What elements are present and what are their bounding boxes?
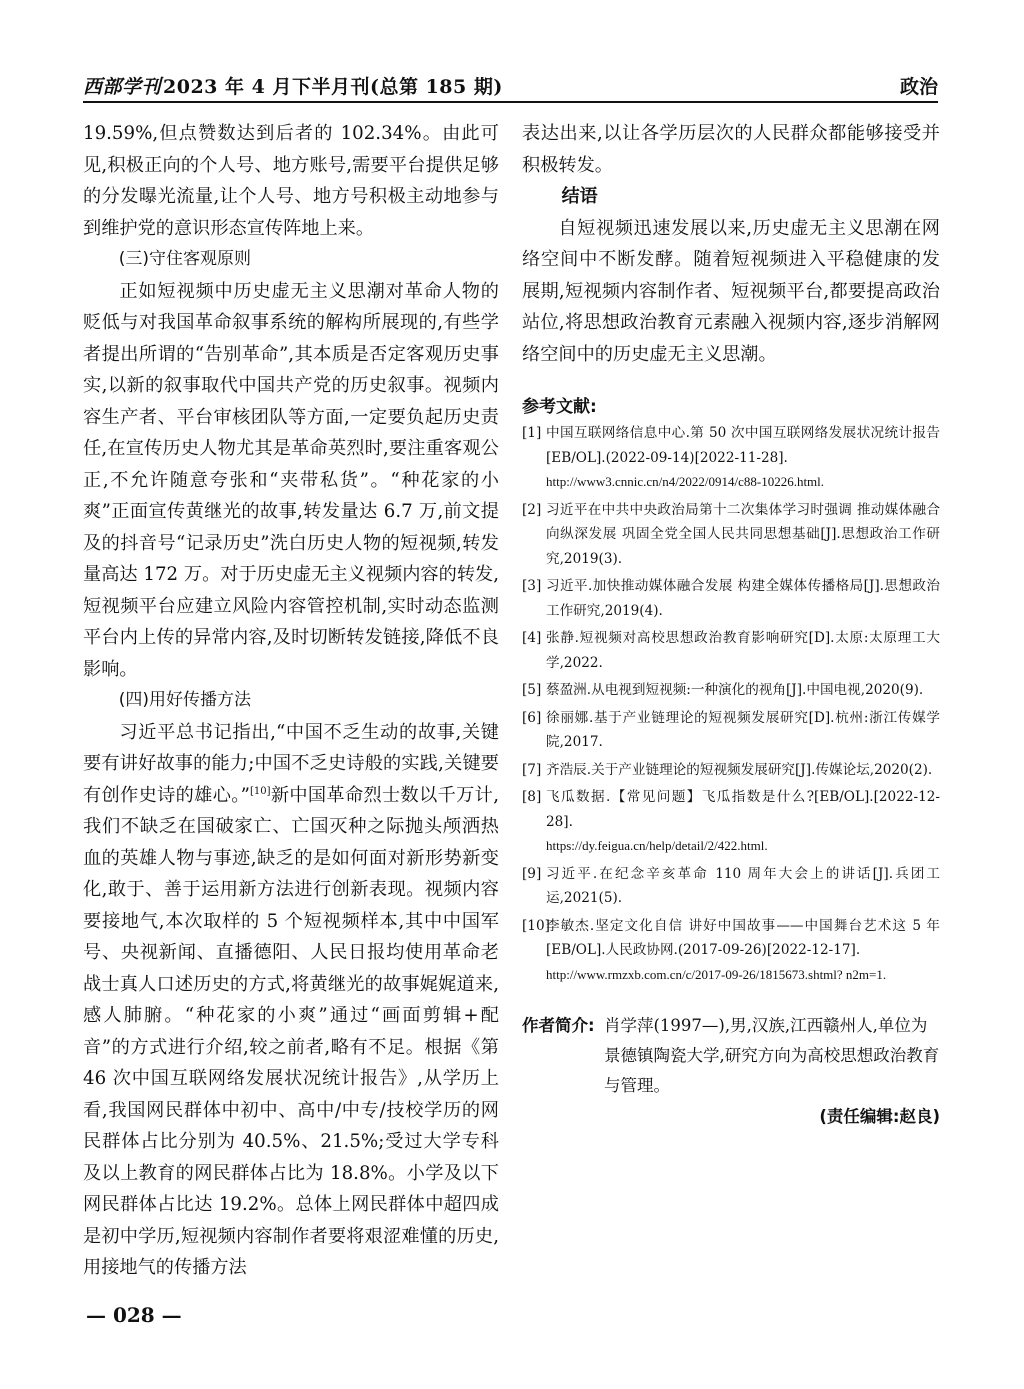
reference-item xyxy=(522,498,940,572)
reference-text: 飞瓜数据.【常见问题】飞瓜指数是什么?[EB/OL].[2022-12-28]. xyxy=(546,789,940,830)
reference-number: [4] xyxy=(522,630,542,646)
reference-list xyxy=(522,421,940,987)
reference-number: [9] xyxy=(522,865,542,882)
right-column xyxy=(522,118,940,1127)
reference-url: http://www.rmzxb.com.cn/c/2017-09-26/1815673.shtml? n2m=1. xyxy=(546,966,887,982)
reference-item xyxy=(522,421,940,495)
section-heading: (四)用好传播方法 xyxy=(118,690,251,710)
reference-item xyxy=(522,862,940,911)
paragraph-text: 习近平总书记指出,“中国不乏生动的故事,关键要有讲好故事的能力;中国不乏史诗般的实践,关键要有创作史诗的雄心。” xyxy=(83,721,499,806)
reference-text: 中国互联网络信息中心.第 50 次中国互联网络发展状况统计报告[EB/OL].(2022-09-14)[2022-11-28]. xyxy=(546,425,940,466)
reference-number: [10] xyxy=(522,917,550,934)
left-column xyxy=(83,118,499,1284)
reference-number: [2] xyxy=(522,501,542,518)
section-label: 政治 xyxy=(899,76,938,98)
reference-item xyxy=(522,758,940,783)
reference-item xyxy=(522,678,940,703)
author-label: 作者简介: xyxy=(522,1016,595,1035)
reference-item xyxy=(522,785,940,859)
reference-text: 徐丽娜.基于产业链理论的短视频发展研究[D].杭州:浙江传媒学院,2017. xyxy=(546,709,940,750)
reference-text: 李敏杰.坚定文化自信 讲好中国故事——中国舞台艺术这 5 年[EB/OL].人民政协网.(2017-09-26)[2022-12-17]. xyxy=(546,917,940,958)
paragraph: 19.59%,但点赞数达到后者的 102.34%。由此可见,积极正向的个人号、地方账号,需要平台提供足够的分发曝光流量,让个人号、地方号积极主动地参与到维护党的意识形态宣传阵地上来。 xyxy=(83,123,499,239)
issue-info: 2023 年 4 月下半月刊(总第 185 期) xyxy=(163,76,503,98)
reference-number: [6] xyxy=(522,709,542,726)
reference-item xyxy=(522,914,940,988)
references-heading: 参考文献: xyxy=(522,397,597,417)
paragraph xyxy=(83,717,499,1284)
section-heading: (三)守住客观原则 xyxy=(118,249,251,269)
header-rule xyxy=(83,101,938,103)
page-number: — 028 — xyxy=(86,1303,182,1327)
paragraph: 表达出来,以让各学历层次的人民群众都能够接受并积极转发。 xyxy=(522,123,940,176)
citation-mark: [10] xyxy=(249,785,271,797)
reference-url: https://dy.feigua.cn/help/detail/2/422.html. xyxy=(546,838,768,853)
reference-number: [1] xyxy=(522,425,542,441)
reference-text: 习近平.在纪念辛亥革命 110 周年大会上的讲话[J].兵团工运,2021(5). xyxy=(546,865,940,906)
paragraph-text: 新中国革命烈士数以千万计,我们不缺乏在国破家亡、亡国灭种之际抛头颅洒热血的英雄人物与事迹,缺乏的是如何面对新形势新变化,敢于、善于运用新方法进行创新表现。视频内容要接地气,本次取样的 5 个短视频样本,其中中国军号、央视新闻、直播德阳、人民日报均使用革命老战士真人口述历史的方式,将黄继光的故事娓娓道来,感人肺腑。“种花家的小爽”通过“画面剪辑+配音”的方式进行介绍,较之前者,略有不足。根据《第 46 次中国互联网络发展状况统计报告》,从学历上看,我国网民群体中初中、高中/中专/技校学历的网民群体占比分别为 40.5%、21.5%;受过大学专科及以上教育的网民群体占比为 18.8%。小学及以下网民群体占比达 19.2%。总体上网民群体中超四成是初中学历,短视频内容制作者要将艰涩难懂的历史,用接地气的传播方法 xyxy=(83,784,499,1278)
journal-issue xyxy=(83,72,503,99)
reference-text: 习近平在中共中央政治局第十二次集体学习时强调 推动媒体融合向纵深发展 巩固全党全国人民共同思想基础[J].思想政治工作研究,2019(3). xyxy=(546,501,940,567)
conclusion-heading: 结语 xyxy=(561,186,598,207)
reference-text: 习近平.加快推动媒体融合发展 构建全媒体传播格局[J].思想政治工作研究,2019(4). xyxy=(546,578,940,619)
editor-note: (责任编辑:赵良) xyxy=(819,1107,940,1126)
journal-logo: 西部学刊 xyxy=(83,76,162,98)
reference-number: [5] xyxy=(522,682,542,698)
reference-item xyxy=(522,706,940,755)
reference-url: http://www3.cnnic.cn/n4/2022/0914/c88-10226.html. xyxy=(546,474,825,489)
reference-text: 张静.短视频对高校思想政治教育影响研究[D].太原:太原理工大学,2022. xyxy=(546,630,940,671)
paragraph: 正如短视频中历史虚无主义思潮对革命人物的贬低与对我国革命叙事系统的解构所展现的,有些学者提出所谓的“告别革命”,其本质是否定客观历史事实,以新的叙事取代中国共产党的历史叙事。视频内容生产者、平台审核团队等方面,一定要负起历史责任,在宣传历史人物尤其是革命英烈时,要注重客观公正,不允许随意夸张和“夹带私货”。“种花家的小爽”正面宣传黄继光的故事,转发量达 6.7 万,前文提及的抖音号“记录历史”洗白历史人物的短视频,转发量高达 172 万。对于历史虚无主义视频内容的转发,短视频平台应建立风险内容管控机制,实时动态监测平台内上传的异常内容,及时切断转发链接,降低不良影响。 xyxy=(83,280,499,680)
reference-number: [8] xyxy=(522,789,542,805)
reference-item xyxy=(522,574,940,623)
reference-text: 齐浩辰.关于产业链理论的短视频发展研究[J].传媒论坛,2020(2). xyxy=(546,761,933,778)
reference-item xyxy=(522,626,940,675)
reference-number: [7] xyxy=(522,761,542,778)
reference-number: [3] xyxy=(522,578,542,594)
running-header xyxy=(83,72,938,102)
author-bio xyxy=(522,1011,940,1101)
reference-text: 蔡盈洲.从电视到短视频:一种演化的视角[J].中国电视,2020(9). xyxy=(546,682,924,698)
author-text: 肖学萍(1997—),男,汉族,江西赣州人,单位为景德镇陶瓷大学,研究方向为高校思想政治教育与管理。 xyxy=(604,1016,940,1095)
paragraph: 自短视频迅速发展以来,历史虚无主义思潮在网络空间中不断发酵。随着短视频进入平稳健康的发展期,短视频内容制作者、短视频平台,都要提高政治站位,将思想政治教育元素融入视频内容,逐步消解网络空间中的历史虚无主义思潮。 xyxy=(522,217,940,365)
